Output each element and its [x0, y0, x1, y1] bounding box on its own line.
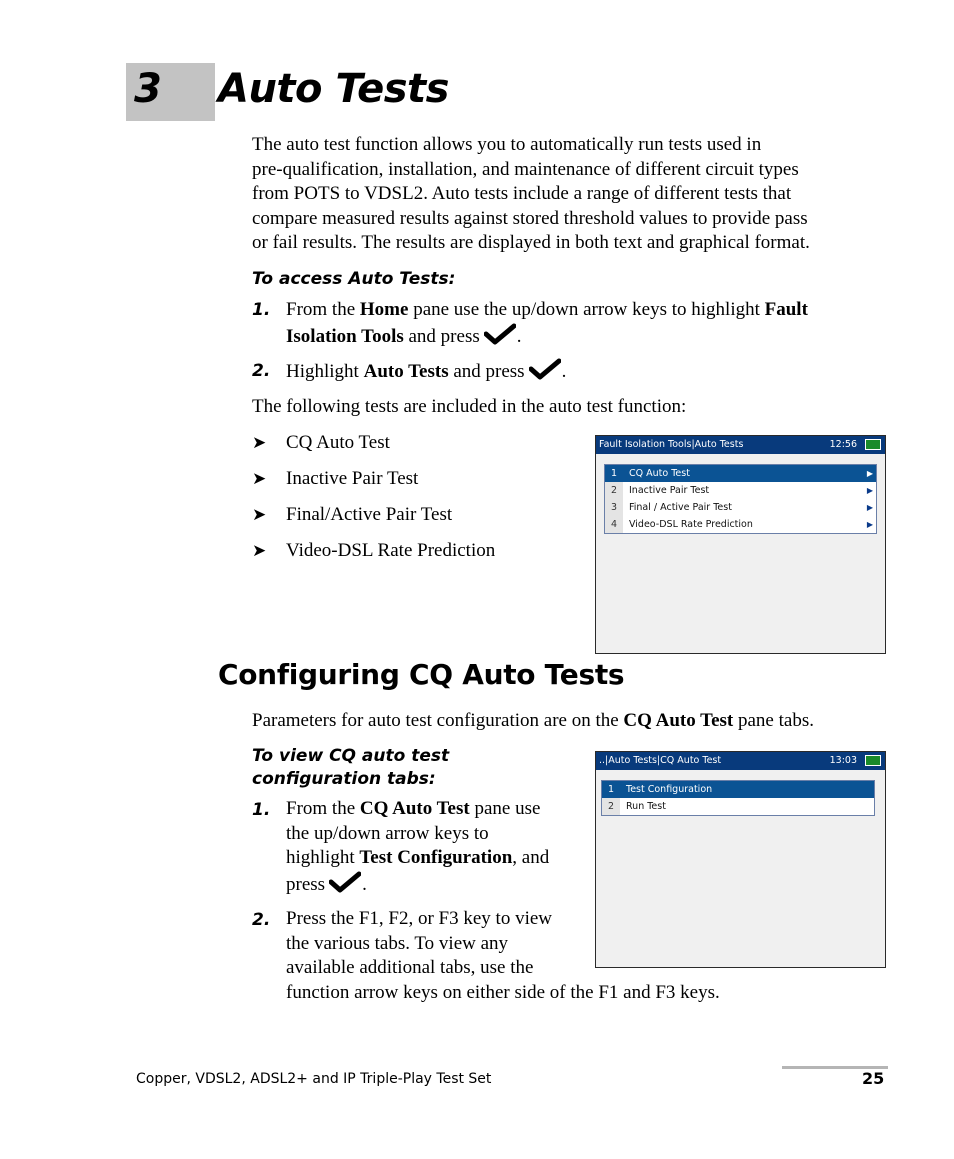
submenu-arrow-icon: ▶ — [866, 503, 873, 512]
bold-term: Auto Tests — [363, 361, 449, 382]
battery-icon — [865, 755, 881, 766]
text: and press — [403, 325, 480, 347]
menu-item-run-test[interactable] — [602, 798, 874, 815]
menu-index: 2 — [602, 798, 620, 815]
menu-label: Run Test — [626, 801, 666, 812]
parameters-text — [252, 709, 814, 734]
list-item — [252, 467, 495, 503]
text: . — [516, 325, 522, 347]
menu-item-final-active-pair-test[interactable] — [605, 499, 876, 516]
step-number: 2. — [252, 361, 271, 381]
menu-index: 4 — [605, 516, 623, 533]
menu-item-cq-auto-test[interactable] — [605, 465, 876, 482]
step-number: 1. — [252, 300, 271, 320]
access-procedure-heading: To access Auto Tests: — [252, 269, 456, 289]
text: and press — [448, 361, 525, 382]
intro-line: or fail results. The results are displayed in both text and graphical format. — [252, 232, 810, 254]
bullet-list — [252, 431, 495, 575]
text: highlight — [286, 847, 360, 869]
step-number: 1. — [252, 800, 271, 820]
bold-term: Isolation Tools — [286, 325, 404, 347]
auto-tests-screenshot — [595, 435, 886, 654]
heading-line: configuration tabs: — [252, 769, 436, 789]
view-tabs-procedure-heading — [252, 745, 449, 791]
text: , and — [512, 847, 550, 869]
menu-index: 2 — [605, 482, 623, 499]
submenu-arrow-icon: ▶ — [866, 469, 873, 478]
screen-clock: 12:56 — [829, 439, 857, 450]
submenu-arrow-icon: ▶ — [866, 486, 873, 495]
intro-line: compare measured results against stored threshold values to provide pass — [252, 207, 808, 229]
text: press — [286, 873, 326, 895]
intro-line: pre-qualification, installation, and maintenance of different circuit types — [252, 158, 799, 180]
menu-item-video-dsl-rate-prediction[interactable] — [605, 516, 876, 533]
bold-term: Test Configuration — [359, 847, 513, 869]
list-item — [252, 431, 495, 467]
checkmark-key-icon — [329, 871, 361, 901]
text: pane tabs. — [733, 710, 814, 731]
list-item-label: Video-DSL Rate Prediction — [286, 540, 496, 561]
text: pane use the up/down arrow keys to highlight — [408, 299, 765, 320]
menu-index: 1 — [602, 781, 620, 798]
step-number: 2. — [252, 910, 271, 930]
chapter-number: 3 — [134, 66, 162, 112]
chapter-title: Auto Tests — [218, 66, 449, 112]
checkmark-key-icon — [484, 323, 516, 353]
menu-label: Final / Active Pair Test — [629, 502, 732, 513]
text: Parameters for auto test configuration are on the — [252, 710, 624, 731]
list-item-label: Final/Active Pair Test — [286, 504, 453, 525]
screen-title: ..|Auto Tests|CQ Auto Test — [599, 755, 722, 766]
menu-label: Video-DSL Rate Prediction — [629, 519, 753, 530]
intro-line: from POTS to VDSL2. Auto tests include a range of different tests that — [252, 183, 792, 205]
page-number: 25 — [862, 1069, 885, 1088]
text: . — [561, 361, 567, 382]
cq-auto-test-screenshot — [595, 751, 886, 968]
arrow-bullet-icon: ➤ — [252, 541, 267, 560]
menu-label: Test Configuration — [626, 784, 713, 795]
text: Press the F1, F2, or F3 key to view — [286, 908, 552, 929]
submenu-arrow-icon: ▶ — [866, 520, 873, 529]
text: available additional tabs, use the — [286, 957, 534, 979]
list-item-label: Inactive Pair Test — [286, 468, 419, 489]
config-step-1 — [286, 797, 549, 900]
cq-auto-test-menu — [601, 780, 875, 816]
heading-line: To view CQ auto test — [252, 746, 450, 766]
bold-term: Home — [359, 299, 409, 320]
screen-titlebar — [596, 752, 885, 770]
arrow-bullet-icon: ➤ — [252, 469, 267, 488]
text: From the — [286, 798, 360, 819]
intro-line: The auto test function allows you to automatically run tests used in — [252, 134, 762, 155]
menu-label: Inactive Pair Test — [629, 485, 710, 496]
auto-tests-menu — [604, 464, 877, 534]
menu-index: 3 — [605, 499, 623, 516]
menu-label: CQ Auto Test — [629, 468, 690, 479]
screen-titlebar — [596, 436, 885, 454]
access-step-1 — [286, 298, 886, 352]
access-step-2 — [286, 358, 566, 388]
text: From the — [286, 299, 360, 320]
menu-index: 1 — [605, 465, 623, 482]
bold-term: Fault — [764, 299, 808, 320]
text: Highlight — [286, 361, 364, 382]
list-item — [252, 503, 495, 539]
bold-term: CQ Auto Test — [623, 710, 734, 731]
list-item-label: CQ Auto Test — [286, 432, 390, 453]
footer-product-name: Copper, VDSL2, ADSL2+ and IP Triple-Play Test Set — [136, 1071, 492, 1087]
text: . — [362, 873, 367, 895]
menu-item-test-configuration[interactable] — [602, 781, 874, 798]
list-item — [252, 539, 495, 575]
screen-clock: 13:03 — [829, 755, 857, 766]
intro-paragraph — [252, 133, 810, 256]
bold-term: CQ Auto Test — [359, 798, 470, 819]
checkmark-key-icon — [529, 358, 561, 388]
following-tests-text: The following tests are included in the auto test function: — [252, 396, 687, 417]
text: the up/down arrow keys to — [286, 822, 489, 844]
screen-title: Fault Isolation Tools|Auto Tests — [599, 439, 744, 450]
menu-item-inactive-pair-test[interactable] — [605, 482, 876, 499]
section-title: Configuring CQ Auto Tests — [218, 658, 625, 691]
text: function arrow keys on either side of the F1 and F3 keys. — [286, 981, 720, 1003]
arrow-bullet-icon: ➤ — [252, 505, 267, 524]
battery-icon — [865, 439, 881, 450]
text: the various tabs. To view any — [286, 932, 509, 954]
arrow-bullet-icon: ➤ — [252, 433, 267, 452]
text: pane use — [469, 798, 541, 819]
